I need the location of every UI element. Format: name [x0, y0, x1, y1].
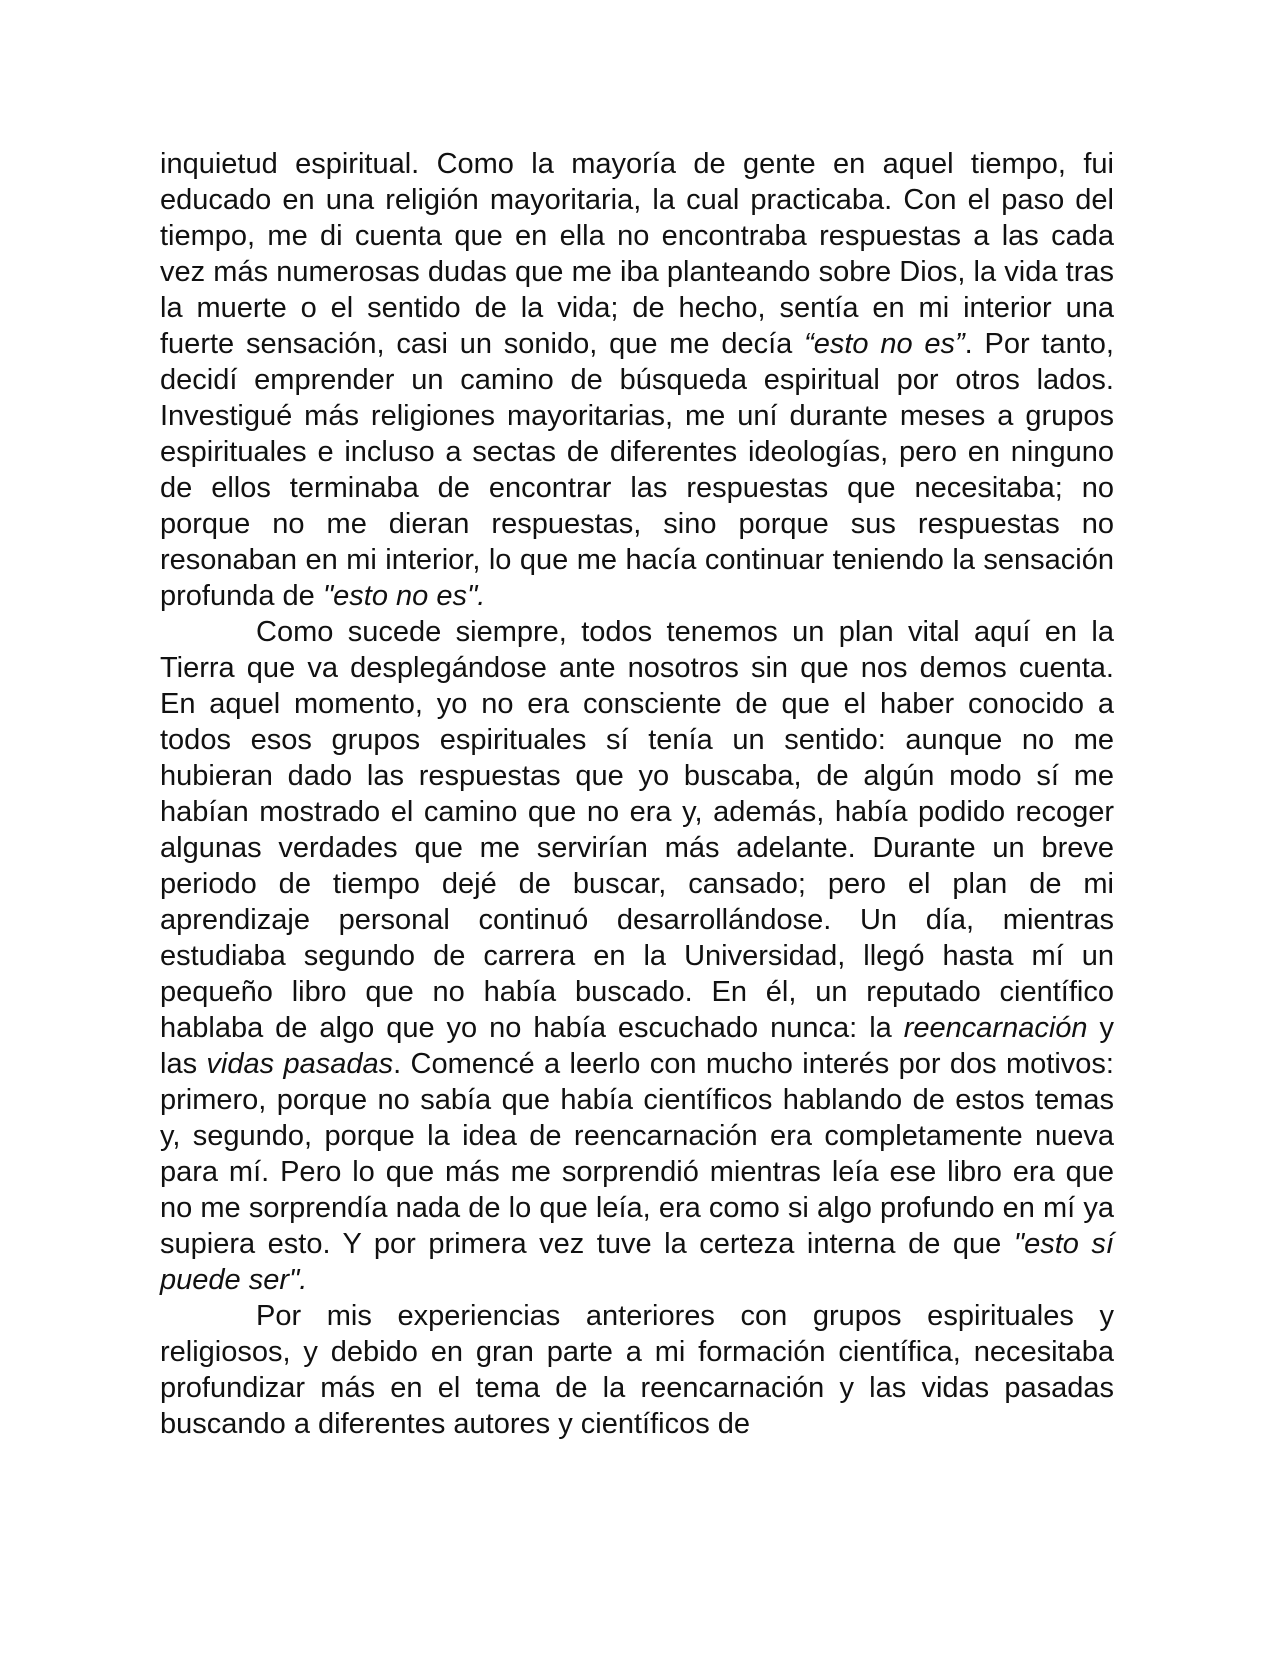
text-segment: Por mis experiencias anteriores con grupos espirituales y religiosos, y debido en gran parte a mi formación científica, necesitaba profundizar más en el tema de la reencarnación y las vidas pasadas buscando a diferentes autores y científicos de [160, 1300, 1114, 1440]
text-segment: inquietud espiritual. Como la mayoría de gente en aquel tiempo, fui educado en una religión mayoritaria, la cual practicaba. Con el paso del tiempo, me di cuenta que en ella no encontraba respuestas a las cada vez más numerosas dudas que me iba planteando sobre Dios, la vida tras la muerte o el sentido de la vida; de hecho, sentía en mi interior una fuerte sensación, casi un sonido, que me decía [160, 148, 1114, 360]
paragraph-3 [160, 1298, 1114, 1442]
italic-segment: vidas pasadas [206, 1048, 394, 1080]
text-segment: . Por tanto, decidí emprender un camino de búsqueda espiritual por otros lados. Investigué más religiones mayoritarias, me uní durante meses a grupos espirituales e incluso a sectas de diferentes ideologías, pero en ninguno de ellos terminaba de encontrar las respuestas que necesitaba; no porque no me dieran respuestas, sino porque sus respuestas no resonaban en mi interior, lo que me hacía continuar teniendo la sensación profunda de [160, 328, 1114, 612]
paragraph-1 [160, 146, 1114, 614]
text-segment: Como sucede siempre, todos tenemos un plan vital aquí en la Tierra que va desplegándose ante nosotros sin que nos demos cuenta. En aquel momento, yo no era consciente de que el haber conocido a todos esos grupos espirituales sí tenía un sentido: aunque no me hubieran dado las respuestas que yo buscaba, de algún modo sí me habían mostrado el camino que no era y, además, había podido recoger algunas verdades que me servirían más adelante. Durante un breve periodo de tiempo dejé de buscar, cansado; pero el plan de mi aprendizaje personal continuó desarrollándose. Un día, mientras estudiaba segundo de carrera en la Universidad, llegó hasta mí un pequeño libro que no había buscado. En él, un reputado científico hablaba de algo que yo no había escuchado nunca: la [160, 616, 1114, 1044]
paragraph-2 [160, 614, 1114, 1298]
italic-segment: "esto sí puede ser". [160, 1228, 1114, 1296]
italic-segment: reencarnación [903, 1012, 1088, 1044]
text-segment: . Comencé a leerlo con mucho interés por dos motivos: primero, porque no sabía que había científicos hablando de estos temas y, segundo, porque la idea de reencarnación era completamente nueva para mí. Pero lo que más me sorprendió mientras leía ese libro era que no me sorprendía nada de lo que leía, era como si algo profundo en mí ya supiera esto. Y por primera vez tuve la certeza interna de que [160, 1048, 1114, 1260]
italic-segment: "esto no es". [322, 580, 486, 612]
text-segment: y las [160, 1012, 1114, 1080]
document-page [160, 146, 1114, 1442]
italic-segment: “esto no es” [804, 328, 965, 360]
